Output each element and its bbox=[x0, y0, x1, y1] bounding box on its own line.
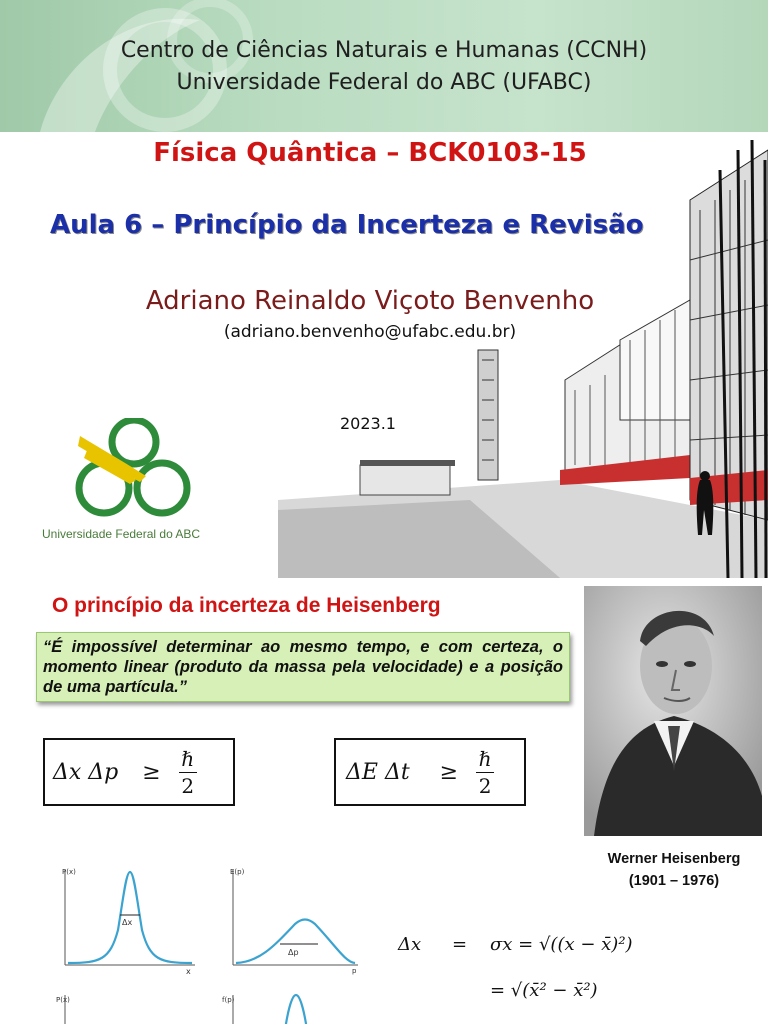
eq2-relation: ≥ bbox=[439, 759, 459, 785]
author-email: (adriano.benvenho@ufabc.edu.br) bbox=[223, 322, 517, 342]
eq2-hbar: ℏ bbox=[478, 746, 492, 771]
eq2-lhs: ΔE Δt bbox=[346, 759, 410, 785]
sigma-lhs: Δx bbox=[398, 934, 422, 955]
graph2-delta: Δp bbox=[288, 948, 299, 957]
sigma-definition: σx = √((x − x̄)²) bbox=[490, 934, 633, 955]
graph2-xlabel: p bbox=[352, 967, 357, 975]
sigma-expanded: = √(x̄² − x̄²) bbox=[490, 980, 598, 1001]
ufabc-logo bbox=[70, 418, 210, 518]
banner-line-2: Universidade Federal do ABC (UFABC) bbox=[176, 70, 592, 95]
eq1-hbar: ℏ bbox=[181, 746, 195, 771]
caption-name: Werner Heisenberg bbox=[607, 851, 741, 867]
author-name: Adriano Reinaldo Viçoto Benvenho bbox=[145, 286, 595, 316]
term: 2023.1 bbox=[340, 414, 396, 433]
sigma-equals: = bbox=[452, 934, 468, 955]
course-title: Física Quântica – BCK0103-15 bbox=[153, 138, 587, 168]
quote-box: “É impossível determinar ao mesmo tempo, e com certeza, o momento linear (produto da massa pela velocidade) e a posição de uma partícula.” bbox=[36, 632, 570, 702]
wavepacket-graphs bbox=[40, 860, 400, 1024]
banner-line-1: Centro de Ciências Naturais e Humanas (CCNH) bbox=[120, 38, 648, 63]
lower-graphs bbox=[65, 995, 307, 1024]
heisenberg-portrait bbox=[584, 586, 762, 836]
eq1-denominator: 2 bbox=[181, 773, 195, 798]
graph1-xlabel: x bbox=[186, 967, 191, 976]
position-momentum-equation bbox=[43, 738, 235, 806]
graph1-ylabel: P(x) bbox=[62, 868, 76, 876]
graph4-ylabel: f(p) bbox=[222, 996, 235, 1004]
eq1-relation: ≥ bbox=[142, 759, 161, 785]
graph3-ylabel: P(x) bbox=[56, 996, 70, 1004]
graph1-delta: Δx bbox=[122, 918, 133, 927]
portrait-caption bbox=[586, 848, 762, 892]
lecture-title: Aula 6 – Princípio da Incerteza e Revisão bbox=[50, 210, 644, 240]
eq1-lhs: Δx Δp bbox=[53, 759, 119, 785]
slide-heading: O princípio da incerteza de Heisenberg bbox=[52, 594, 441, 617]
graph2-ylabel: E(p) bbox=[230, 868, 245, 876]
energy-time-equation bbox=[334, 738, 526, 806]
eq2-fraction bbox=[476, 746, 494, 799]
logo-caption: Universidade Federal do ABC bbox=[42, 527, 201, 541]
eq1-fraction bbox=[179, 746, 197, 799]
eq2-denominator: 2 bbox=[478, 773, 492, 798]
caption-years: (1901 – 1976) bbox=[628, 873, 720, 889]
uncertainty-slide bbox=[0, 578, 768, 1024]
